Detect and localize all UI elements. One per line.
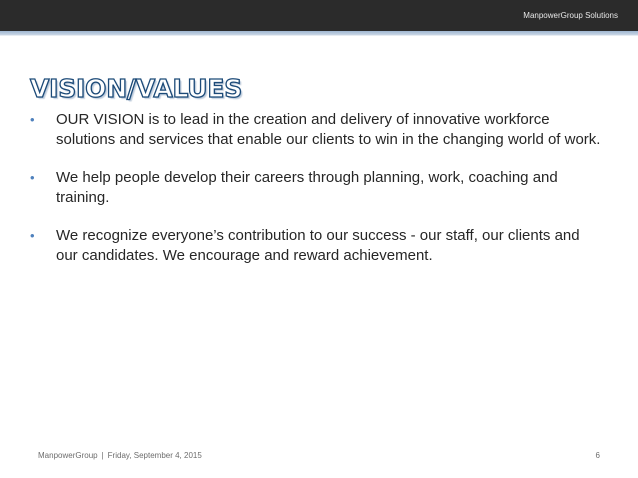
bullet-item-vision — [30, 110, 605, 150]
header-brand: ManpowerGroup Solutions — [523, 11, 618, 20]
header-accent-thin — [0, 35, 638, 36]
header-bar — [0, 0, 638, 31]
bullet-item-recognition — [30, 226, 605, 266]
bullet-text: We recognize everyone’s contribution to our success - our staff, our clients and our candidates. We encourage and reward achievement. — [56, 227, 580, 264]
bullet-text: OUR VISION is to lead in the creation and delivery of innovative workforce solutions and services that enable our clients to win in the changing world of work. — [56, 111, 601, 148]
slide-title: VISION/VALUES — [30, 74, 243, 103]
footer-separator: | — [101, 451, 104, 460]
footer-info — [38, 451, 202, 460]
footer-company: ManpowerGroup — [38, 451, 98, 460]
bullet-icon: • — [30, 228, 35, 243]
page-number: 6 — [595, 451, 600, 460]
bullet-icon: • — [30, 170, 35, 185]
footer-date: Friday, September 4, 2015 — [107, 451, 202, 460]
bullet-list — [30, 110, 605, 284]
bullet-item-careers — [30, 168, 605, 208]
bullet-icon: • — [30, 112, 35, 127]
bullet-text: We help people develop their careers through planning, work, coaching and training. — [56, 169, 558, 206]
